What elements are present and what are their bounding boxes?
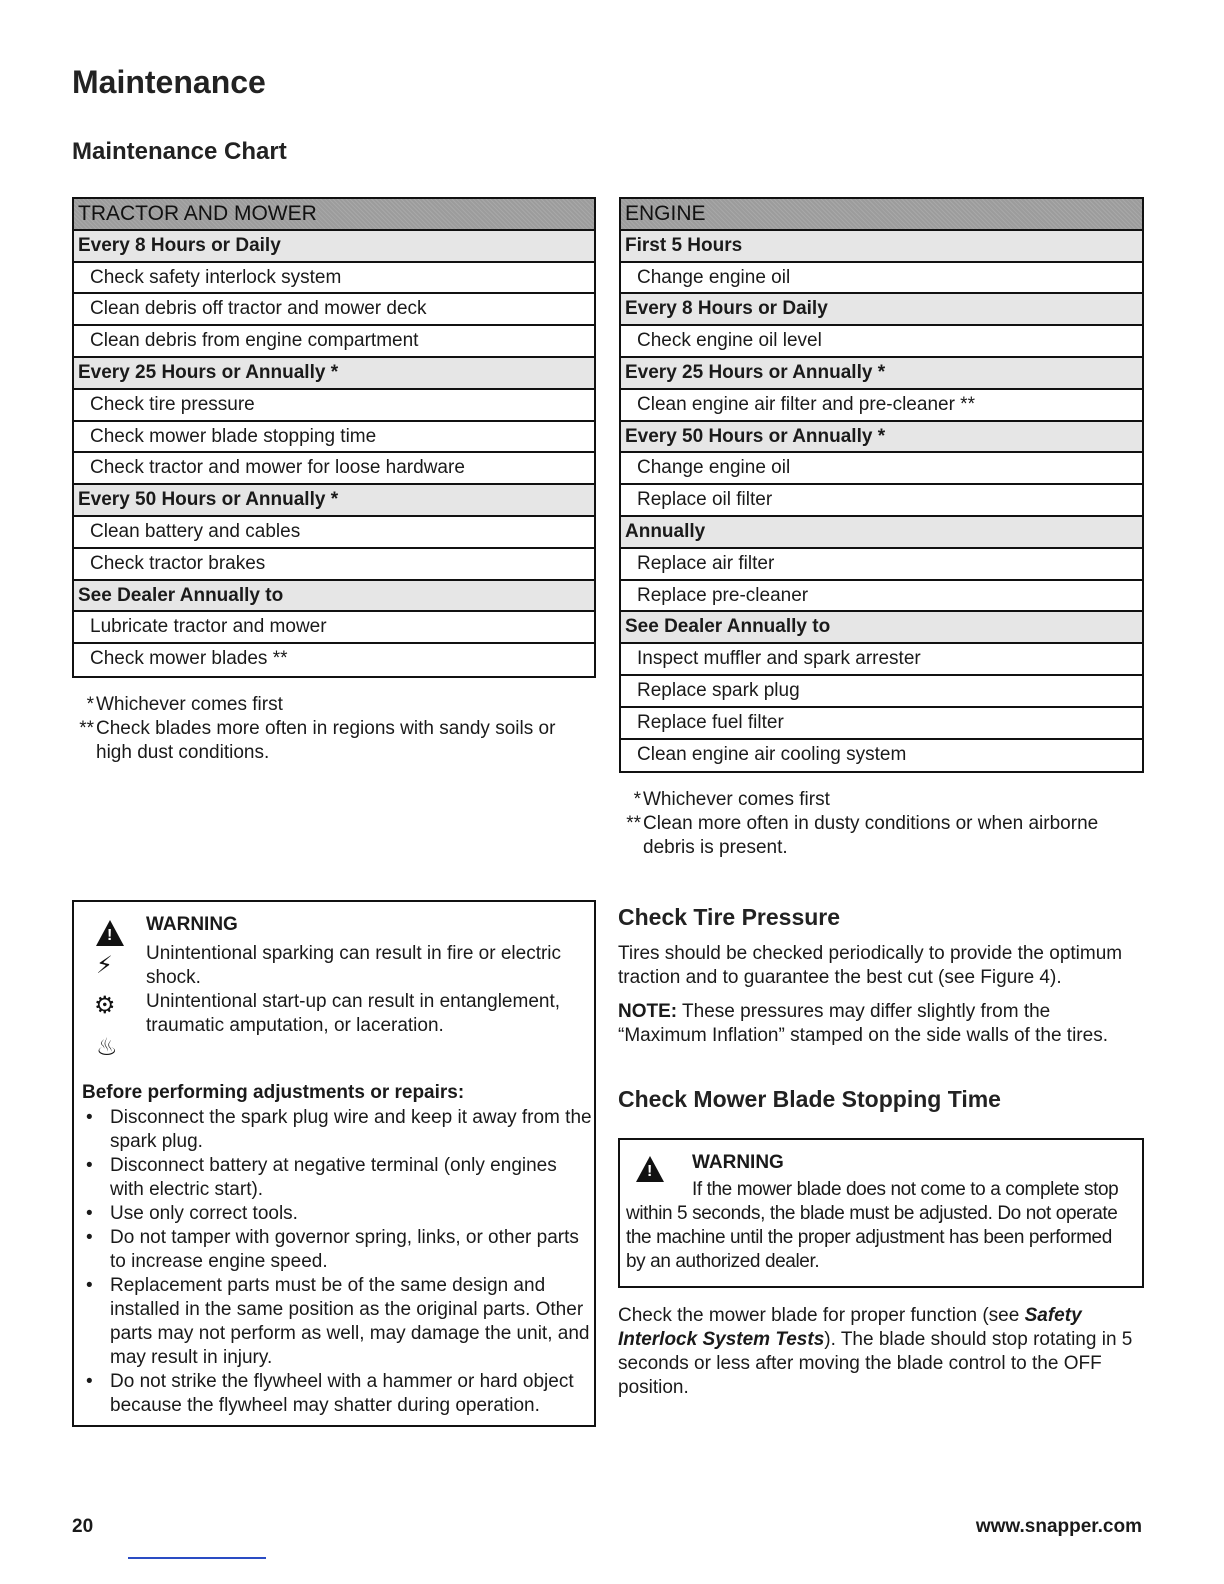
footnote-text: Whichever comes first <box>643 789 830 810</box>
task-row: Change engine oil <box>621 453 1142 485</box>
task-row: Replace spark plug <box>621 676 1142 708</box>
interval-header-row: Every 25 Hours or Annually * <box>74 358 594 390</box>
footnote <box>72 717 592 765</box>
task-row: Check mower blade stopping time <box>74 422 594 454</box>
table-header: ENGINE <box>621 199 1142 231</box>
engine-table <box>619 197 1144 773</box>
electric-shock-icon: ⚡ <box>96 952 113 979</box>
list-item: • Do not tamper with governor spring, links, or other parts to increase engine speed. <box>82 1226 592 1274</box>
note-text: These pressures may differ slightly from the “Maximum Inflation” stamped on the side walls of the tires. <box>618 1001 1108 1046</box>
list-item: • Disconnect the spark plug wire and keep it away from the spark plug. <box>82 1106 592 1154</box>
warning-text-sparking: Unintentional sparking can result in fire or electric shock. <box>146 943 562 988</box>
interval-header-row: Every 25 Hours or Annually * <box>621 358 1142 390</box>
interval-header-row: First 5 Hours <box>621 231 1142 263</box>
footnote-marker: ** <box>626 813 641 834</box>
interval-header-row: Every 50 Hours or Annually * <box>74 485 594 517</box>
task-row: Clean debris from engine compartment <box>74 326 594 358</box>
section-title: Maintenance Chart <box>72 138 287 165</box>
warning-text: If the mower blade does not come to a complete stop within 5 seconds, the blade must be adjusted. Do not operate the machine until the proper adjustment has been performed by an authorized dealer. <box>626 1179 1119 1272</box>
bottom-rule <box>128 1557 266 1559</box>
task-row: Replace pre-cleaner <box>621 581 1142 613</box>
warning-title: WARNING <box>146 914 238 935</box>
interval-header-row: Every 50 Hours or Annually * <box>621 422 1142 454</box>
before-adjustments-heading: Before performing adjustments or repairs: <box>82 1082 465 1103</box>
warning-text-startup: Unintentional start-up can result in entanglement, traumatic amputation, or laceration. <box>146 991 561 1036</box>
engine-footnotes <box>619 788 1139 860</box>
task-row: Check tire pressure <box>74 390 594 422</box>
task-row: Clean debris off tractor and mower deck <box>74 294 594 326</box>
task-row: Change engine oil <box>621 263 1142 295</box>
interval-header-row: See Dealer Annually to <box>74 581 594 613</box>
footnote-text: Clean more often in dusty conditions or when airborne debris is present. <box>643 813 1099 858</box>
task-row: Check tractor brakes <box>74 549 594 581</box>
tire-pressure-text: Tires should be checked periodically to provide the optimum traction and to guarantee the best cut (see Figure 4). <box>618 943 1123 988</box>
safety-warning-box <box>72 900 596 1427</box>
list-item: • Replacement parts must be of the same design and installed in the same position as the original parts. Other parts may not perform as well, may damage the unit, and may result in injury. <box>82 1274 592 1370</box>
task-row: Check safety interlock system <box>74 263 594 295</box>
table-header: TRACTOR AND MOWER <box>74 199 594 231</box>
safety-interlock-reference: Safety Interlock System Tests <box>618 1305 1082 1350</box>
footnote <box>619 812 1139 860</box>
warning-triangle-icon <box>96 920 124 946</box>
task-row: Clean battery and cables <box>74 517 594 549</box>
blade-stopping-text <box>618 1304 1144 1400</box>
page-title: Maintenance <box>72 64 266 100</box>
safety-bullet-list <box>82 1106 592 1418</box>
task-row: Check mower blades ** <box>74 644 594 676</box>
footnote-text: Whichever comes first <box>96 694 283 715</box>
tractor-footnotes <box>72 693 592 765</box>
tire-pressure-heading: Check Tire Pressure <box>618 904 841 930</box>
interval-header-row: Every 8 Hours or Daily <box>74 231 594 263</box>
footnote-marker: * <box>633 789 641 810</box>
blade-warning-box <box>618 1138 1144 1288</box>
task-row: Replace oil filter <box>621 485 1142 517</box>
interval-header-row: Every 8 Hours or Daily <box>621 294 1142 326</box>
list-item: • Disconnect battery at negative terminal (only engines with electric start). <box>82 1154 592 1202</box>
warning-title: WARNING <box>692 1152 784 1173</box>
note-label: NOTE: <box>618 1001 678 1022</box>
tire-pressure-note <box>618 1000 1144 1048</box>
body-text: ). The blade should stop rotating in 5 seconds or less after moving the blade control to the OFF position. <box>618 1329 1133 1398</box>
footnote <box>72 693 592 717</box>
footnote-text: Check blades more often in regions with sandy soils or high dust conditions. <box>96 718 556 763</box>
task-row: Inspect muffler and spark arrester <box>621 644 1142 676</box>
list-item: • Use only correct tools. <box>82 1202 592 1226</box>
website-link: www.snapper.com <box>975 1516 1142 1537</box>
fire-icon: ♨ <box>96 1034 118 1061</box>
list-item: • Do not strike the flywheel with a hammer or hard object because the flywheel may shatter during operation. <box>82 1370 592 1418</box>
interval-header-row: See Dealer Annually to <box>621 612 1142 644</box>
task-row: Check tractor and mower for loose hardware <box>74 453 594 485</box>
interval-header-row: Annually <box>621 517 1142 549</box>
task-row: Clean engine air cooling system <box>621 740 1142 772</box>
footnote <box>619 788 1139 812</box>
footnote-marker: ** <box>79 718 94 739</box>
tractor-mower-table <box>72 197 596 678</box>
body-text: Check the mower blade for proper function (see <box>618 1305 1025 1326</box>
page-number: 20 <box>72 1516 94 1537</box>
entanglement-icon: ⚙ <box>94 992 116 1019</box>
task-row: Lubricate tractor and mower <box>74 612 594 644</box>
footnote-marker: * <box>86 694 94 715</box>
task-row: Replace fuel filter <box>621 708 1142 740</box>
task-row: Clean engine air filter and pre-cleaner ** <box>621 390 1142 422</box>
task-row: Replace air filter <box>621 549 1142 581</box>
blade-stopping-heading: Check Mower Blade Stopping Time <box>618 1086 1001 1112</box>
task-row: Check engine oil level <box>621 326 1142 358</box>
